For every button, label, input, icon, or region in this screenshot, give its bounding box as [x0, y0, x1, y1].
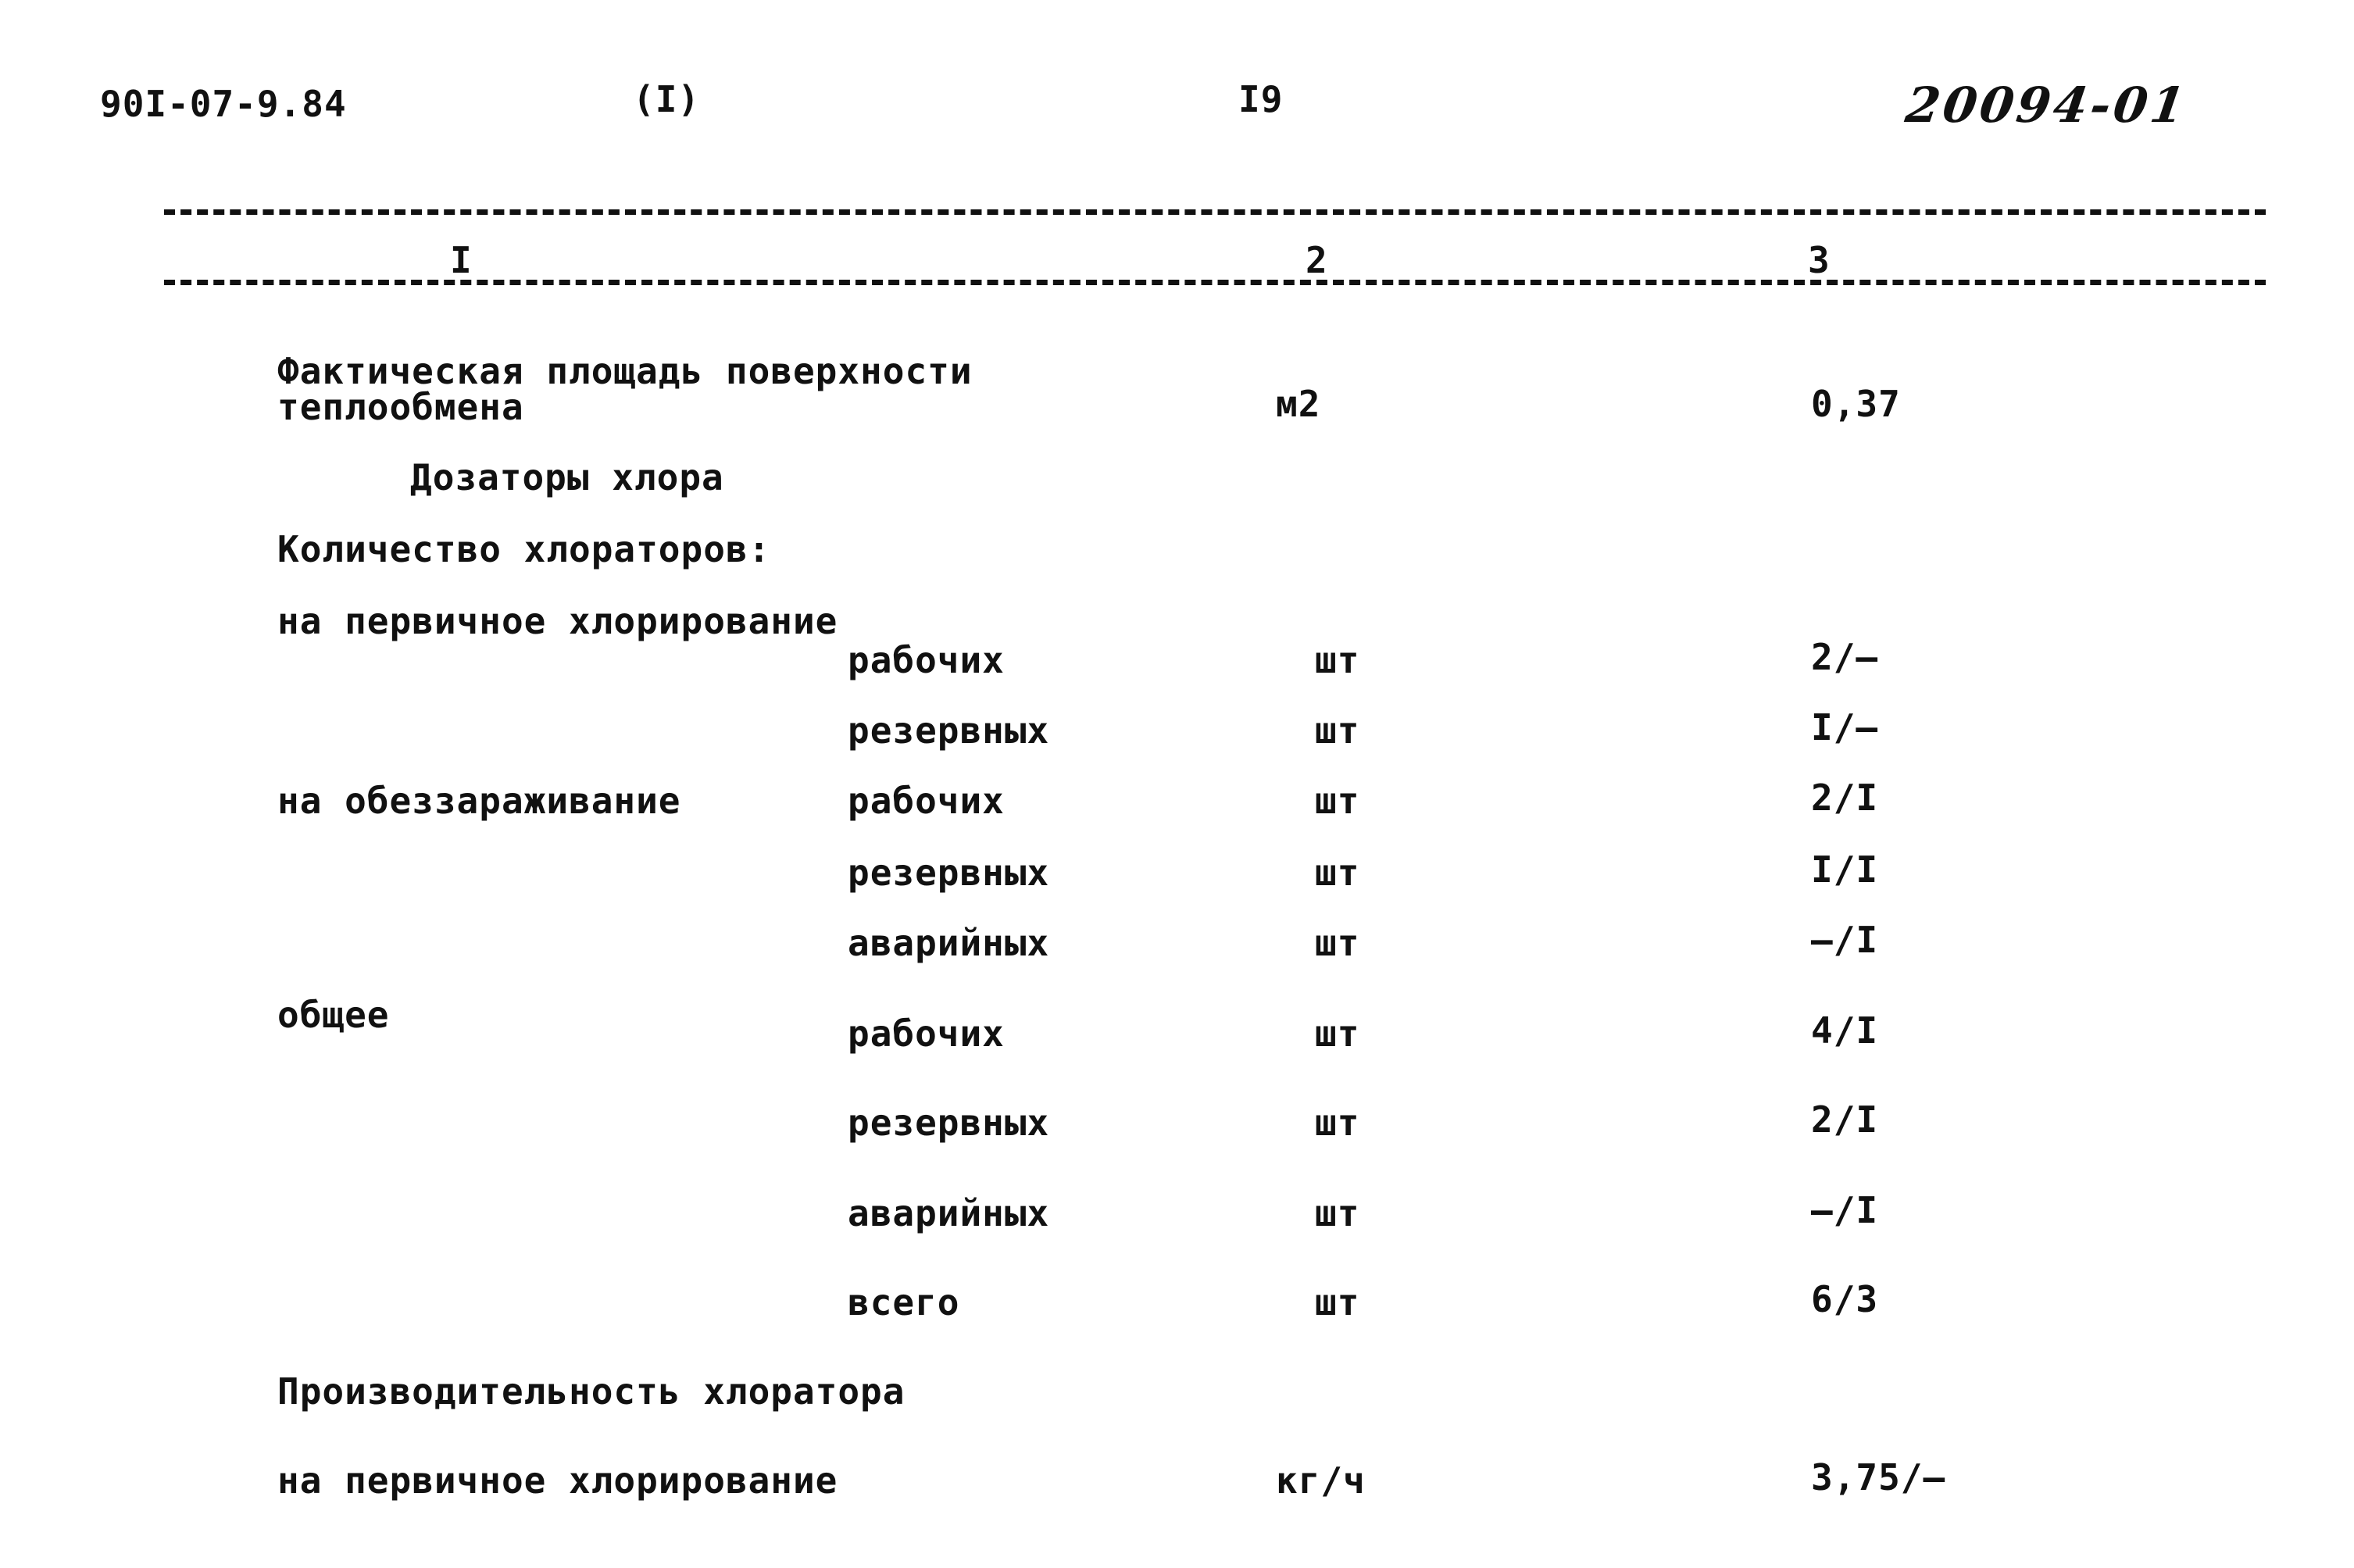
row-subname: резервных [848, 852, 1050, 894]
row-unit: шт [1315, 709, 1360, 752]
row-value: –/I [1811, 919, 1879, 961]
row-value: 6/3 [1811, 1278, 1879, 1320]
document-code: 90I-07-9.84 [100, 83, 347, 125]
column-header-3: 3 [1803, 242, 1834, 278]
row-value: 3,75/– [1811, 1456, 1946, 1498]
row-subname: рабочих [848, 639, 1005, 681]
row-subname: резервных [848, 1102, 1050, 1144]
row-value: –/I [1811, 1189, 1879, 1231]
row-value: I/I [1811, 848, 1879, 891]
part-number: (I) [633, 78, 701, 120]
row-value: 4/I [1811, 1009, 1879, 1052]
row-unit: шт [1315, 1102, 1360, 1144]
row-name: Производительность хлоратора [277, 1370, 906, 1413]
row-unit: шт [1315, 780, 1360, 822]
row-name: Фактическая площадь поверхности [277, 350, 973, 392]
row-subname: всего [848, 1281, 960, 1323]
handwritten-registration-number: 20094-01 [1902, 77, 2191, 134]
row-unit: шт [1315, 1013, 1360, 1055]
row-value: 0,37 [1811, 383, 1901, 425]
row-unit: шт [1315, 1192, 1360, 1234]
row-subname: аварийных [848, 1192, 1050, 1234]
row-unit: шт [1315, 639, 1360, 681]
row-unit: шт [1315, 922, 1360, 964]
row-name: на первичное хлорирование [277, 1459, 838, 1502]
page-number: I9 [1238, 78, 1284, 120]
row-name: на первичное хлорирование [277, 600, 838, 642]
row-value: 2/I [1811, 1098, 1879, 1141]
table-header-bottom-rule [164, 280, 2266, 285]
row-unit: шт [1315, 852, 1360, 894]
row-subname: аварийных [848, 922, 1050, 964]
row-subname: резервных [848, 709, 1050, 752]
row-name-continued: теплообмена [277, 386, 524, 428]
row-value: I/– [1811, 706, 1879, 748]
row-value: 2/I [1811, 777, 1879, 819]
row-unit: м2 [1276, 383, 1321, 425]
row-name: общее [277, 994, 390, 1036]
row-name: Количество хлораторов: [277, 528, 771, 570]
row-subname: рабочих [848, 780, 1005, 822]
row-unit: кг/ч [1276, 1459, 1366, 1502]
row-value: 2/– [1811, 636, 1879, 678]
table-header-top-rule [164, 209, 2266, 215]
section-heading: Дозаторы хлора [410, 456, 724, 498]
column-header-2: 2 [1301, 242, 1332, 278]
row-name: на обеззараживание [277, 780, 681, 822]
row-subname: рабочих [848, 1013, 1005, 1055]
row-unit: шт [1315, 1281, 1360, 1323]
column-header-1: I [445, 242, 477, 278]
